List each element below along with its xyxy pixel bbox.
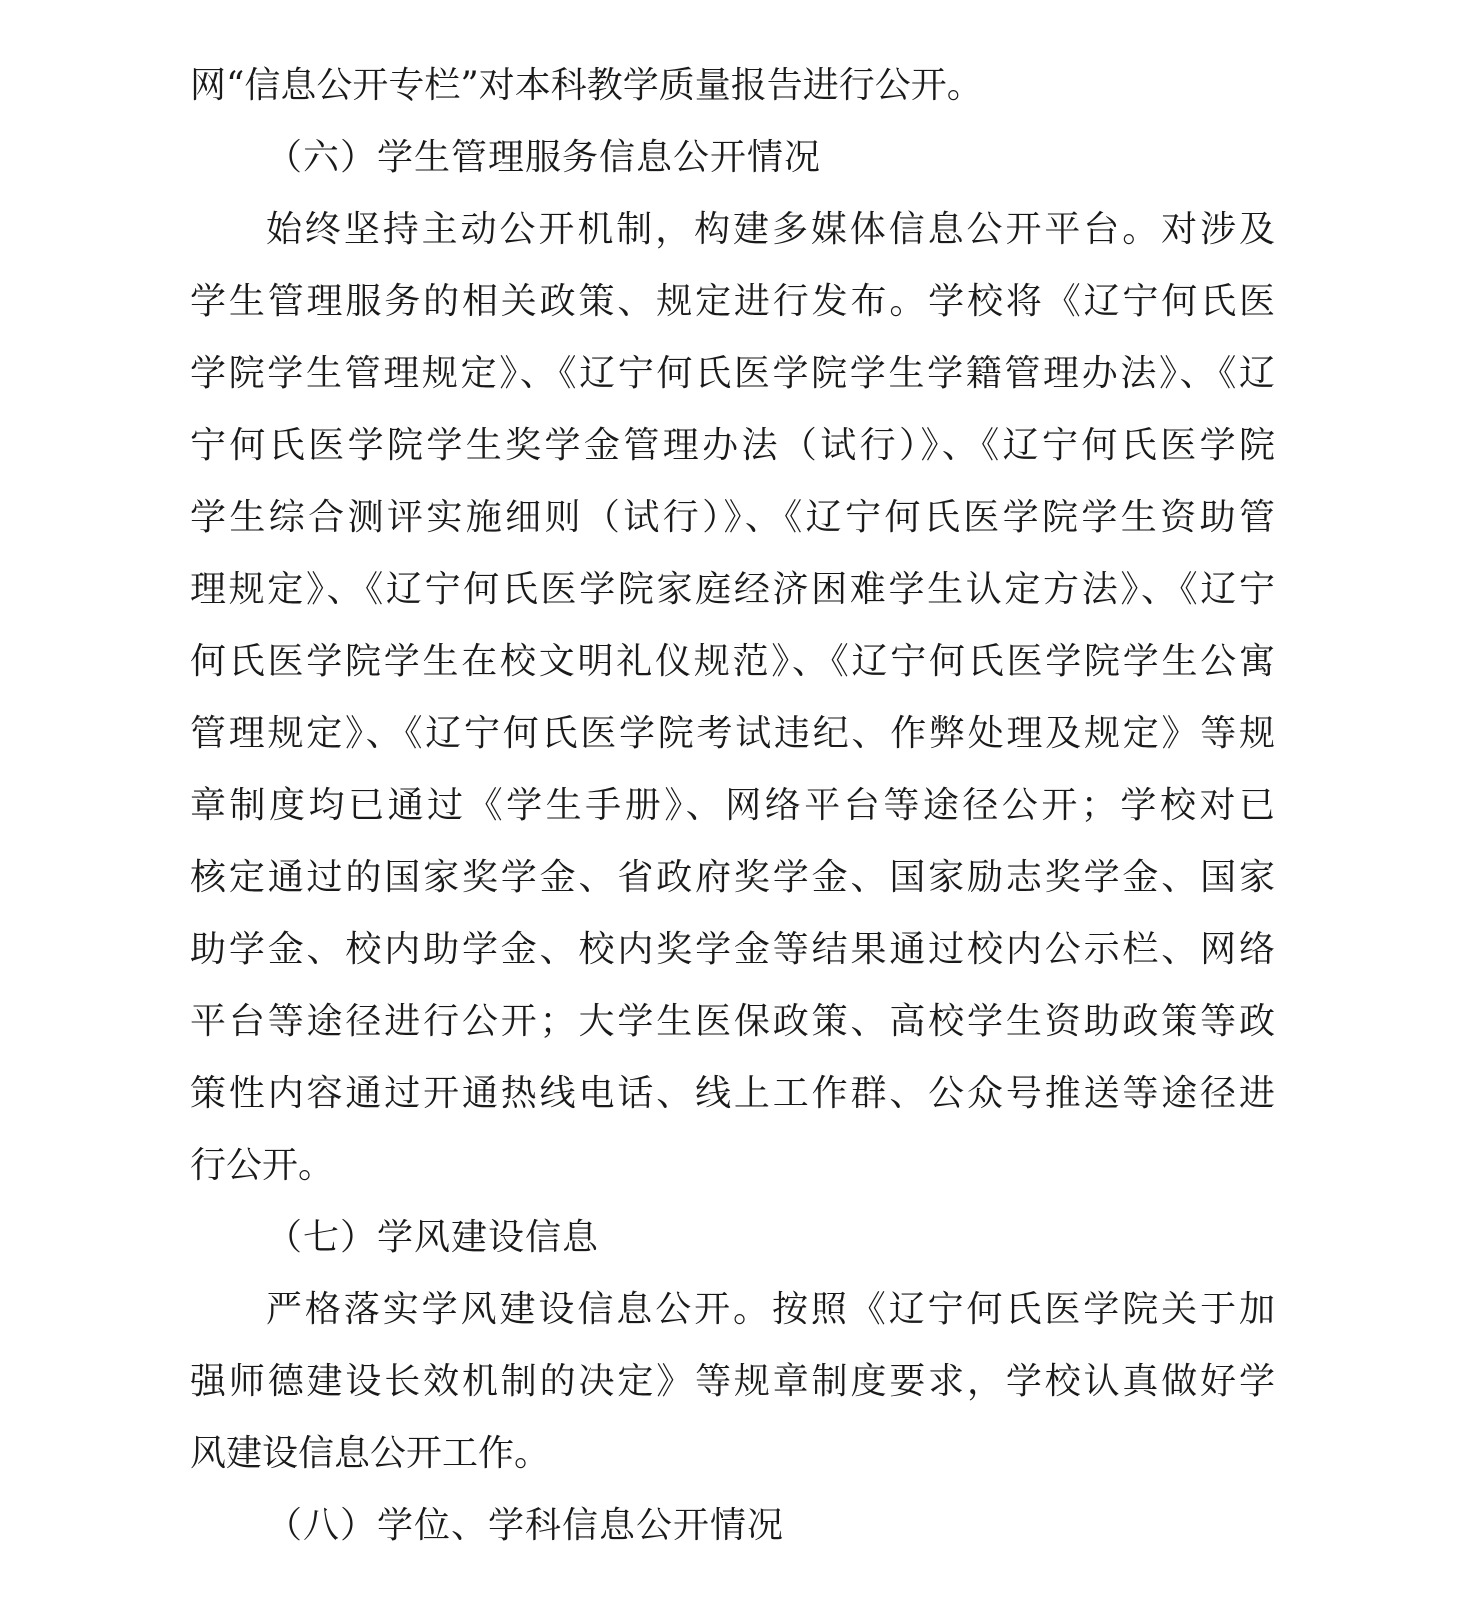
paragraph-line: 理规定》、《辽宁何氏医学院家庭经济困难学生认定方法》、《辽宁 xyxy=(190,569,1275,610)
section-heading-7: （七）学风建设信息 xyxy=(266,1217,600,1258)
paragraph-line: 核定通过的国家奖学金、省政府奖学金、国家励志奖学金、国家 xyxy=(190,857,1275,898)
paragraph-line: 管理规定》、《辽宁何氏医学院考试违纪、作弊处理及规定》等规 xyxy=(190,713,1275,754)
paragraph-line: 行公开。 xyxy=(190,1145,335,1186)
paragraph-line: 风建设信息公开工作。 xyxy=(190,1433,551,1474)
paragraph-line: 策性内容通过开通热线电话、线上工作群、公众号推送等途径进 xyxy=(190,1073,1275,1114)
paragraph-line: 助学金、校内助学金、校内奖学金等结果通过校内公示栏、网络 xyxy=(190,929,1275,970)
paragraph-line: 何氏医学院学生在校文明礼仪规范》、《辽宁何氏医学院学生公寓 xyxy=(190,641,1275,682)
paragraph-line: 平台等途径进行公开；大学生医保政策、高校学生资助政策等政 xyxy=(190,1001,1275,1042)
paragraph-line: 章制度均已通过《学生手册》、网络平台等途径公开；学校对已 xyxy=(190,785,1275,826)
paragraph-line: 严格落实学风建设信息公开。按照《辽宁何氏医学院关于加 xyxy=(266,1289,1275,1330)
section-heading-8: （八）学位、学科信息公开情况 xyxy=(266,1505,785,1546)
paragraph-line: 宁何氏医学院学生奖学金管理办法（试行）》、《辽宁何氏医学院 xyxy=(190,425,1275,466)
paragraph-line: 学生管理服务的相关政策、规定进行发布。学校将《辽宁何氏医 xyxy=(190,281,1275,322)
section-heading-6: （六）学生管理服务信息公开情况 xyxy=(266,137,822,178)
paragraph-line: 学生综合测评实施细则（试行）》、《辽宁何氏医学院学生资助管 xyxy=(190,497,1275,538)
paragraph-line: 始终坚持主动公开机制，构建多媒体信息公开平台。对涉及 xyxy=(266,209,1275,250)
paragraph-line: 学院学生管理规定》、《辽宁何氏医学院学生学籍管理办法》、《辽 xyxy=(190,353,1275,394)
paragraph-line: 强师德建设长效机制的决定》等规章制度要求，学校认真做好学 xyxy=(190,1361,1275,1402)
paragraph-line: 网“信息公开专栏”对本科教学质量报告进行公开。 xyxy=(190,65,983,106)
